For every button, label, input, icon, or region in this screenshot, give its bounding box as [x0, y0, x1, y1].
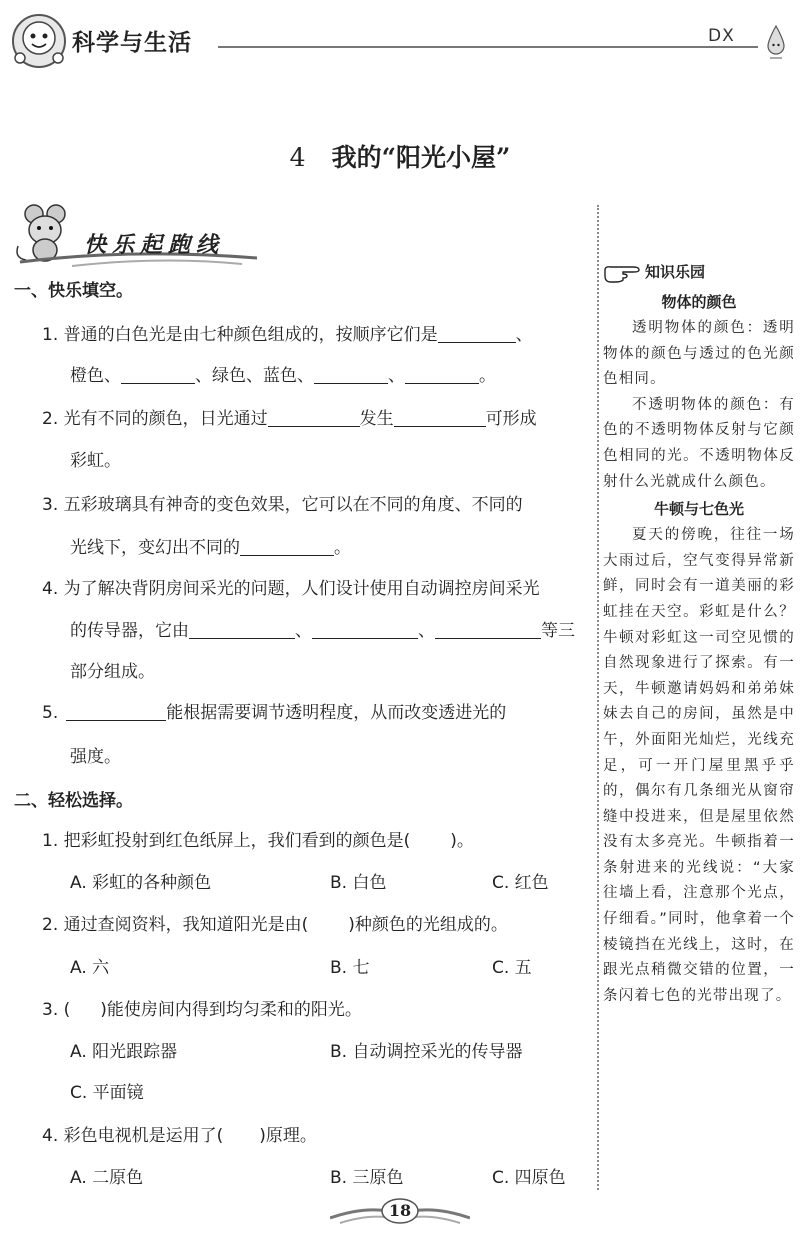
s1-q5-line2: 强度。: [70, 747, 121, 767]
banner-label: 快乐起跑线: [84, 233, 225, 258]
s2-q2-option-c[interactable]: C. 五: [492, 958, 532, 978]
s2-q1-stem: 1. 把彩虹投射到红色纸屏上，我们看到的颜色是( )。: [42, 831, 474, 851]
s2-q3-option-a[interactable]: A. 阳光跟踪器: [70, 1042, 178, 1062]
answer-blank[interactable]: [405, 367, 479, 384]
brand-title: 科学与生活: [72, 30, 192, 56]
droplet-mascot-icon: [764, 22, 788, 62]
s1-q3-line1: 3. 五彩玻璃具有神奇的变色效果，它可以在不同的角度、不同的: [42, 495, 523, 515]
header-rule: [218, 46, 758, 48]
edition-code: DX: [708, 26, 735, 46]
lesson-number: 4: [289, 143, 306, 172]
s2-q2-option-a[interactable]: A. 六: [70, 958, 110, 978]
sidebar-subheading-newton: 牛顿与七色光: [653, 500, 744, 519]
mascot-logo-icon: [8, 10, 70, 72]
page-header: [0, 0, 800, 80]
s2-q4-option-a[interactable]: A. 二原色: [70, 1168, 144, 1188]
answer-blank[interactable]: [314, 367, 388, 384]
sidebar-divider: [597, 205, 599, 1190]
answer-blank[interactable]: [121, 367, 195, 384]
s2-q3-option-c[interactable]: C. 平面镜: [70, 1083, 144, 1103]
lesson-title-text: 我的“阳光小屋”: [331, 143, 511, 172]
answer-blank[interactable]: [66, 704, 166, 721]
s2-q1-option-a[interactable]: A. 彩虹的各种颜色: [70, 873, 212, 893]
answer-blank[interactable]: [435, 622, 541, 639]
sidebar-paragraph: 不透明物体的颜色：有色的不透明物体反射与它颜色相同的光。不透明物体反射什么光就成什么颜色。: [603, 396, 795, 490]
s1-q1-line2: 橙色、 、绿色、蓝色、 、 。: [70, 366, 496, 386]
answer-blank[interactable]: [394, 410, 486, 427]
answer-blank[interactable]: [189, 622, 295, 639]
answer-blank[interactable]: [438, 326, 516, 343]
section1-heading: 一、快乐填空。: [14, 281, 133, 301]
knowledge-sidebar: [603, 258, 795, 1009]
s1-q2-line1: 2. 光有不同的颜色，日光通过 发生 可形成: [42, 409, 537, 429]
s1-q5-line1: 5. 能根据需要调节透明程度，从而改变透进光的: [42, 703, 507, 723]
s2-q4-stem: 4. 彩色电视机是运用了( )原理。: [42, 1126, 317, 1146]
sidebar-paragraph: 夏天的傍晚，往往一场大雨过后，空气变得异常新鲜，同时会有一道美丽的彩虹挂在天空。彩虹是什么？牛顿对彩虹这一司空见惯的自然现象进行了探索。有一天，牛顿邀请妈妈和弟弟妹妹去自己的房间，虽然是中午，外面阳光灿烂，光线充足，可一开门屋里黑乎乎的，偶尔有几条细光从窗帘缝中投进来，但是屋里依然没有太多亮光。牛顿指着一条射进来的光线说：“大家往墙上看，注意那个光点，仔细看。”同时，他拿着一个棱镜挡在光线上，这时，在跟光点稍微交错的位置，一条闪着七色的光带出现了。: [603, 527, 795, 1004]
section2-heading: 二、轻松选择。: [14, 791, 133, 811]
s2-q2-stem: 2. 通过查阅资料，我知道阳光是由( )种颜色的光组成的。: [42, 915, 508, 935]
pointing-hand-icon: [603, 262, 643, 284]
answer-blank[interactable]: [312, 622, 418, 639]
sidebar-heading: 知识乐园: [603, 258, 795, 288]
s1-q3-line2: 光线下，变幻出不同的 。: [70, 538, 351, 558]
s1-q4-line2: 的传导器，它由 、 、 等三: [70, 621, 575, 641]
page-number: 18: [388, 1201, 412, 1220]
s2-q3-option-b[interactable]: B. 自动调控采光的传导器: [330, 1042, 523, 1062]
s1-q2-line2: 彩虹。: [70, 451, 121, 471]
sidebar-paragraph: 透明物体的颜色：透明物体的颜色与透过的色光颜色相同。: [603, 320, 795, 388]
s2-q1-option-b[interactable]: B. 白色: [330, 873, 387, 893]
s2-q4-option-c[interactable]: C. 四原色: [492, 1168, 566, 1188]
s2-q4-option-b[interactable]: B. 三原色: [330, 1168, 404, 1188]
s1-q1-line1: 1. 普通的白色光是由七种颜色组成的，按顺序它们是 、: [42, 325, 533, 345]
s2-q1-option-c[interactable]: C. 红色: [492, 873, 549, 893]
s1-q4-line1: 4. 为了解决背阴房间采光的问题，人们设计使用自动调控房间采光: [42, 579, 540, 599]
s2-q3-stem: 3. ( )能使房间内得到均匀柔和的阳光。: [42, 1000, 362, 1020]
s1-q4-line3: 部分组成。: [70, 662, 155, 682]
answer-blank[interactable]: [240, 539, 334, 556]
mouse-mascot-icon: [17, 205, 65, 261]
lesson-title: [0, 138, 800, 174]
s2-q2-option-b[interactable]: B. 七: [330, 958, 370, 978]
answer-blank[interactable]: [268, 410, 360, 427]
sidebar-subheading-color: 物体的颜色: [661, 293, 737, 311]
